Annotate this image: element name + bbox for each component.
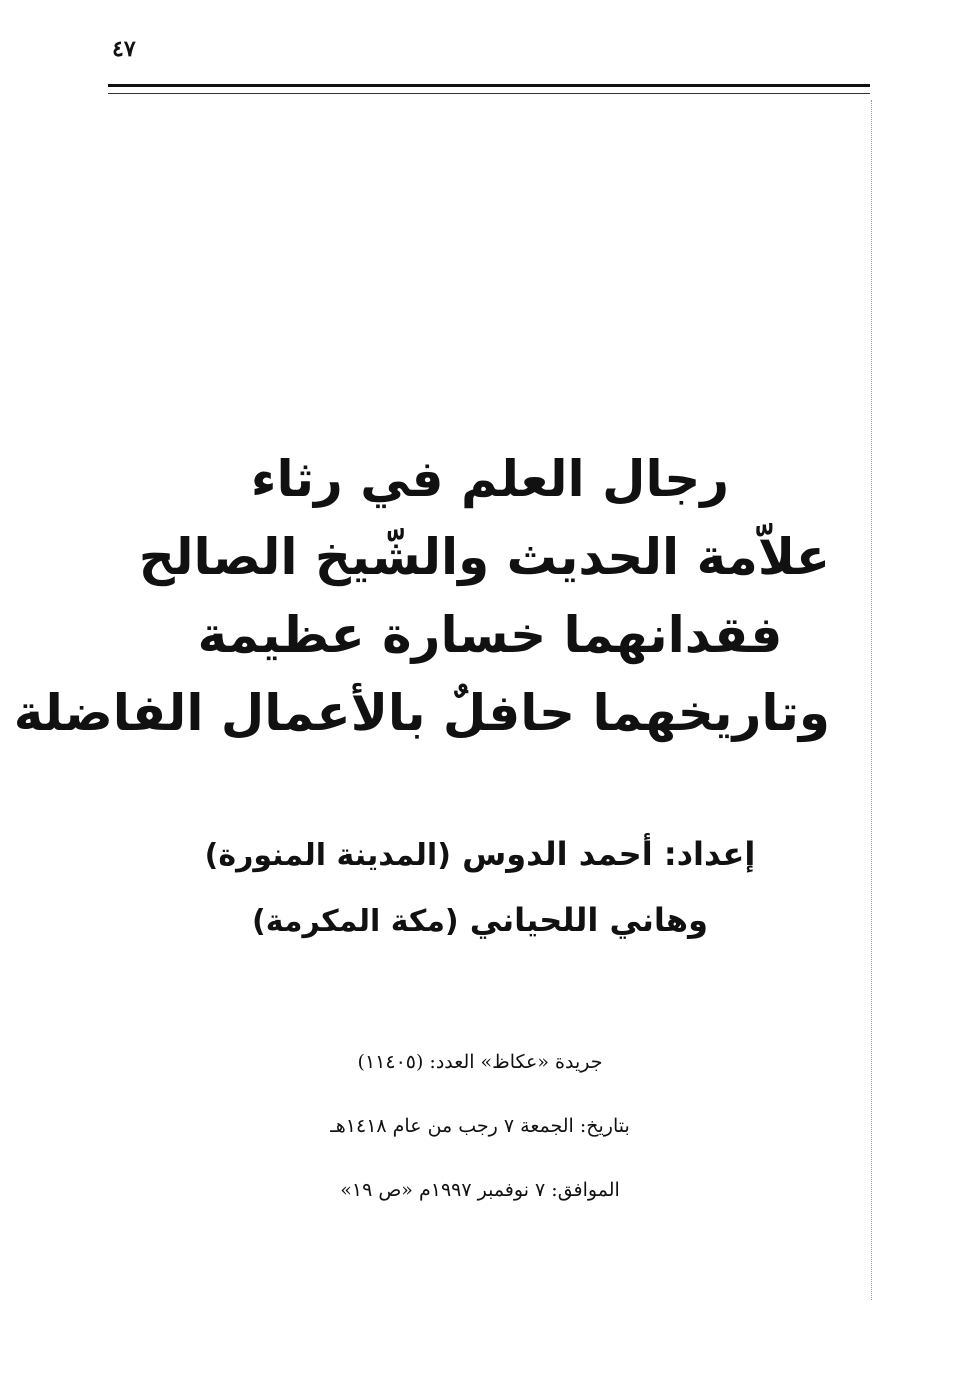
page-edge-dots	[871, 100, 872, 1300]
page-number: ٤٧	[112, 36, 136, 62]
author-line-2	[200, 888, 760, 954]
gregorian-date-line: الموافق: ٧ نوفمبر ١٩٩٧م «ص ١٩»	[340, 1179, 620, 1201]
prepared-by-label: إعداد:	[663, 835, 756, 873]
header-rule-thin	[108, 93, 870, 94]
title-line-2: علاّمة الحديث والشّيخ الصالح	[138, 528, 830, 586]
newspaper-line: جريدة «عكاظ» العدد: (١١٤٠٥)	[357, 1051, 603, 1073]
authors	[200, 822, 760, 954]
article-title	[13, 440, 830, 752]
title-line-3: فقدانهما خسارة عظيمة	[197, 606, 783, 664]
title-line-1: رجال العلم في رثاء	[250, 450, 730, 508]
author-2-place: (مكة المكرمة)	[252, 904, 459, 939]
hijri-date-line: بتاريخ: الجمعة ٧ رجب من عام ١٤١٨هـ	[330, 1115, 630, 1137]
header-rule	[108, 84, 870, 87]
source-info	[250, 1030, 710, 1222]
author-1-place: (المدينة المنورة)	[204, 838, 451, 873]
author-2-name: وهاني اللحياني	[469, 901, 708, 939]
author-line-1	[200, 822, 760, 888]
author-1-name: أحمد الدوس	[462, 835, 653, 873]
title-line-4: وتاريخهما حافلٌ بالأعمال الفاضلة	[13, 684, 830, 742]
